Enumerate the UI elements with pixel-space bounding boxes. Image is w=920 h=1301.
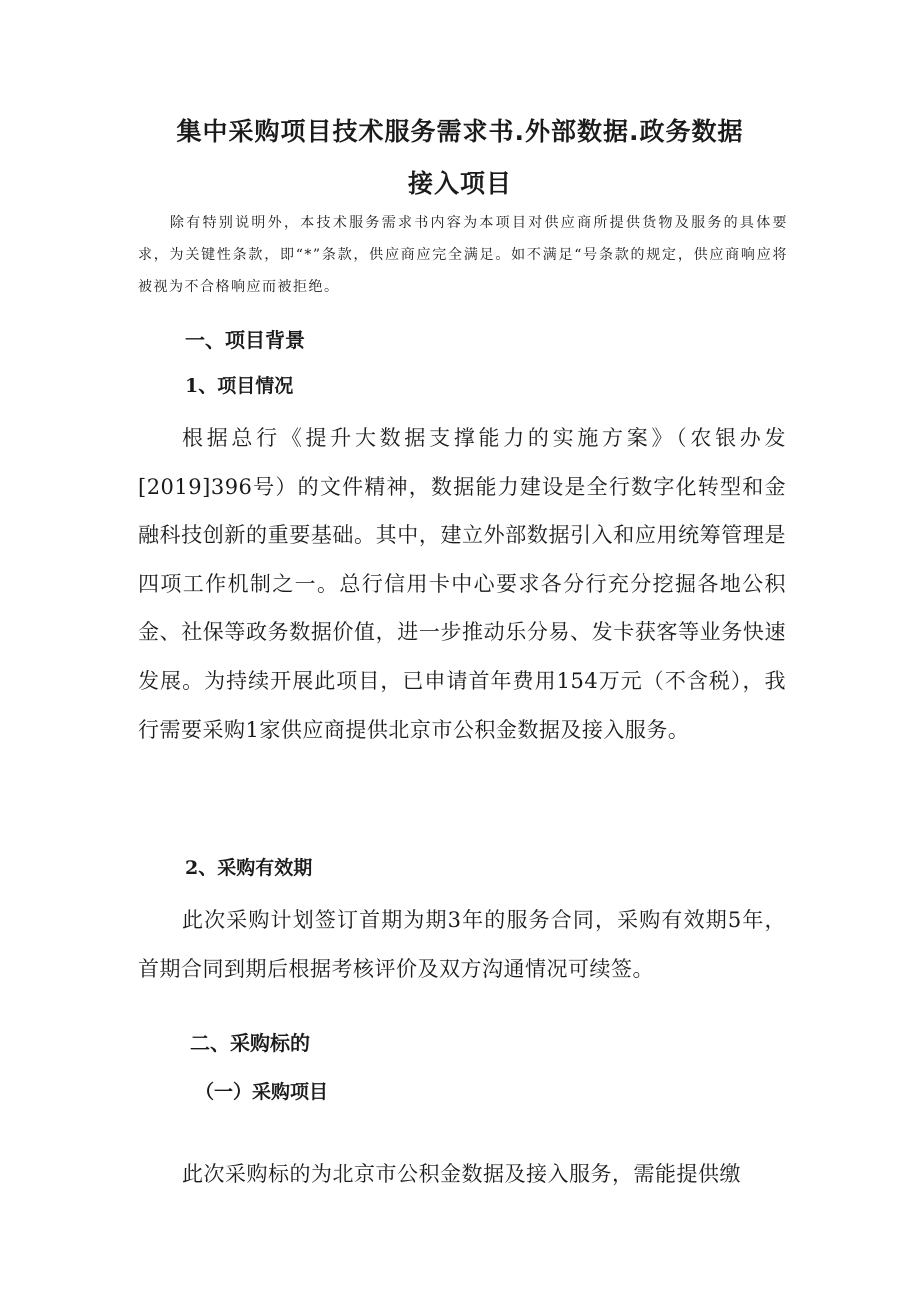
- document-title-line1: 集中采购项目技术服务需求书.外部数据.政务数据: [176, 117, 744, 146]
- section-heading-procurement-subject: 二、采购标的: [190, 1031, 310, 1055]
- subsection-heading-project-situation: 1、项目情况: [185, 375, 294, 397]
- subsection-heading-procurement-validity: 2、采购有效期: [185, 857, 313, 879]
- paragraph-project-situation: 根据总行《提升大数据支撑能力的实施方案》（农银办发[2019]396号）的文件精神，数据能力建设是全行数字化转型和金融科技创新的重要基础。其中，建立外部数据引入和应用统筹管理是四项工作机制之一。总行信用卡中心要求各分行充分挖掘各地公积金、社保等政务数据价值，进一步推动乐分易、发卡获客等业务快速发展。为持续开展此项目，已申请首年费用154万元（不含税），我行需要采购1家供应商提供北京市公积金数据及接入服务。: [138, 426, 786, 742]
- subsection-heading-procurement-item: （一）采购项目: [195, 1081, 329, 1103]
- intro-note: 除有特别说明外，本技术服务需求书内容为本项目对供应商所提供货物及服务的具体要求，为关键性条款，即“*”条款，供应商应完全满足。如不满足“号条款的规定，供应商响应将被视为不合格响应而被拒绝。: [138, 215, 788, 295]
- paragraph-procurement-validity: 此次采购计划签订首期为期3年的服务合同，采购有效期5年，首期合同到期后根据考核评价及双方沟通情况可续签。: [138, 908, 786, 981]
- paragraph-procurement-item: 此次采购标的为北京市公积金数据及接入服务，需能提供缴: [182, 1162, 741, 1186]
- document-title-line2: 接入项目: [407, 169, 512, 198]
- section-heading-project-background: 一、项目背景: [185, 328, 305, 352]
